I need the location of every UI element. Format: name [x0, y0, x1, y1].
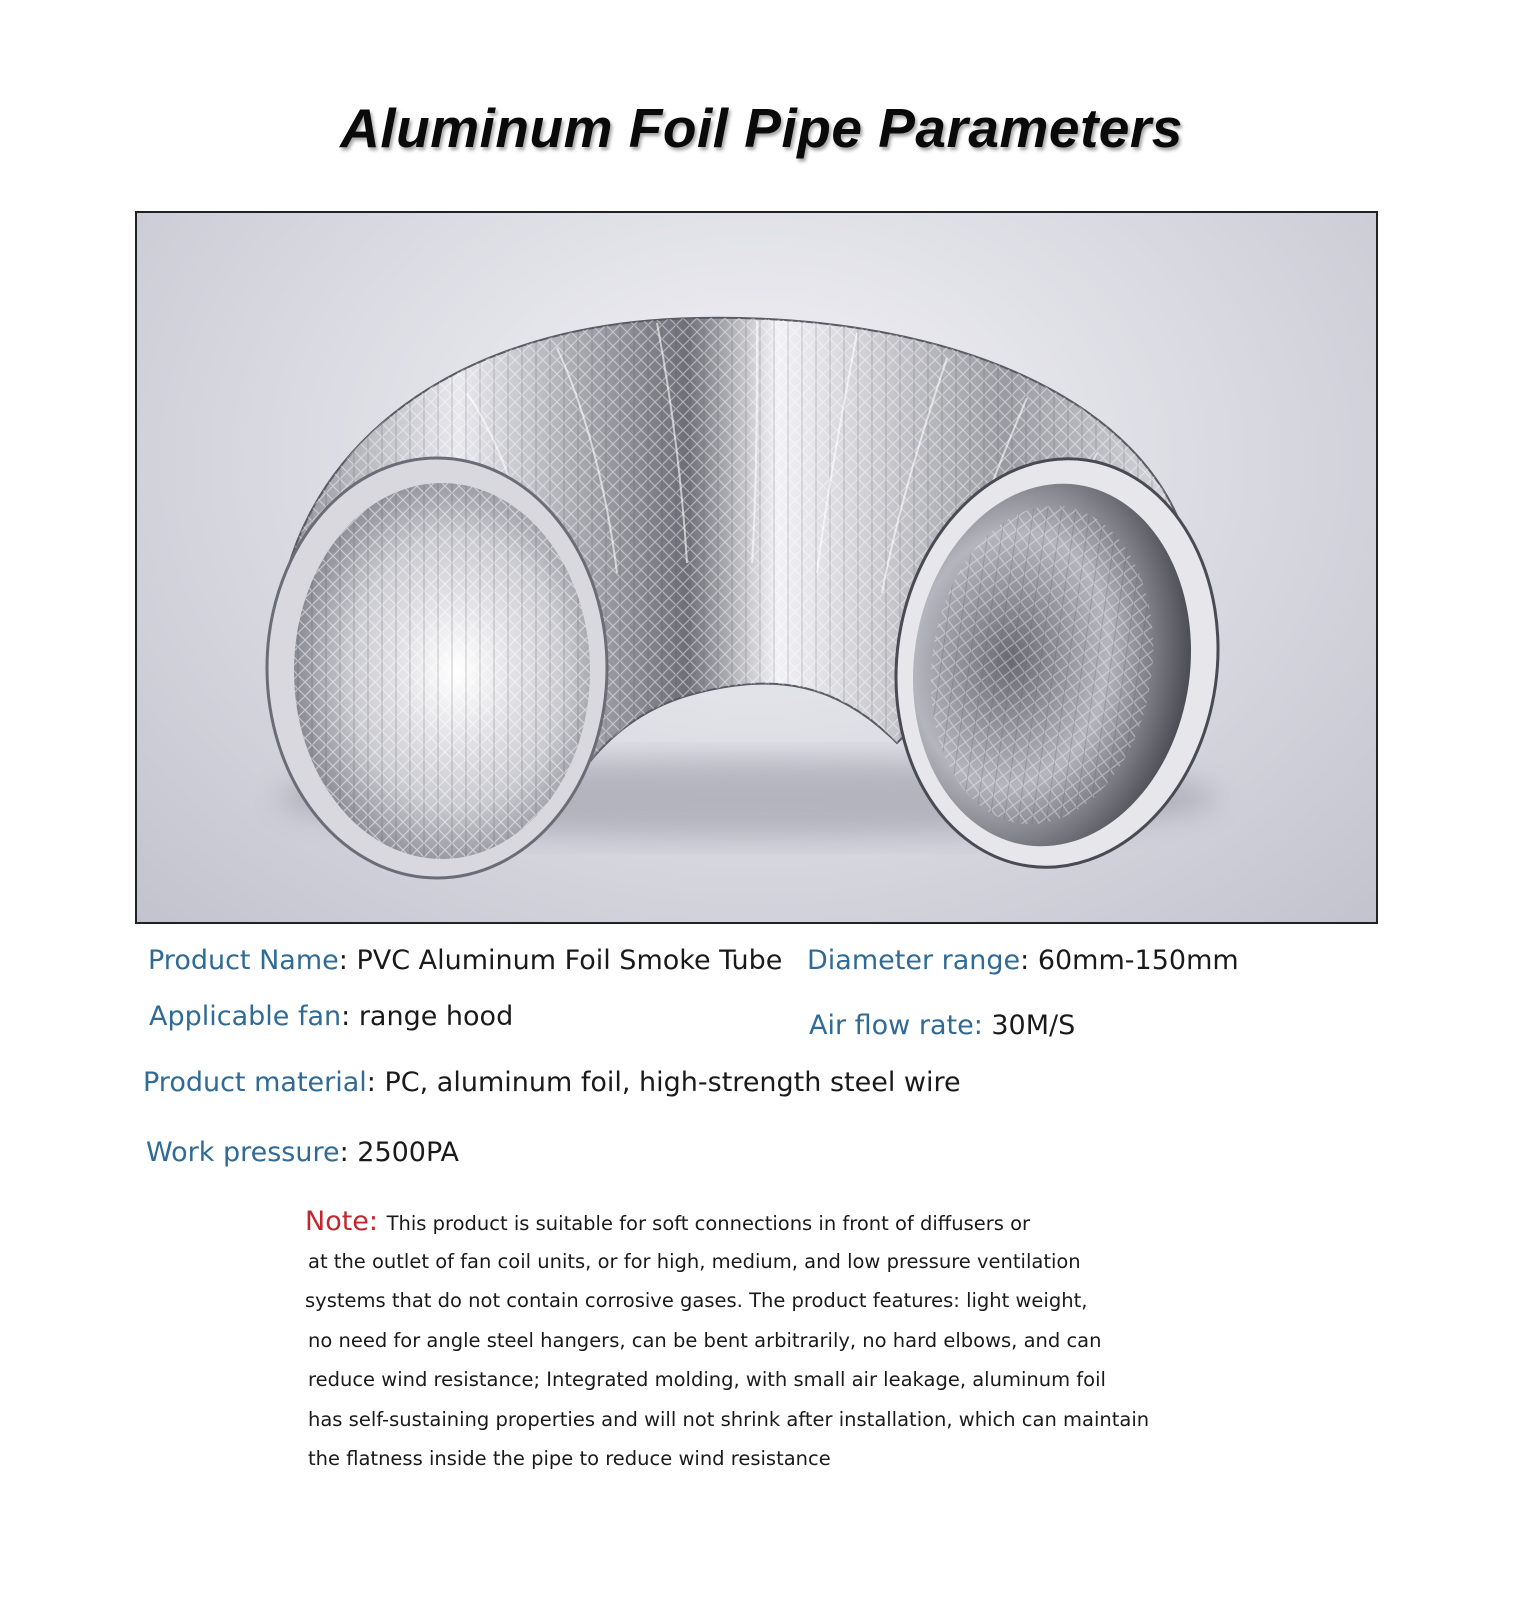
- work-pressure-label: Work pressure: [146, 1137, 340, 1168]
- work-pressure-value: 2500PA: [357, 1137, 460, 1168]
- note-line-6: has self-sustaining properties and will not shrink after installation, which can maintain: [308, 1407, 1150, 1431]
- spec-air-flow-rate: [809, 1010, 1075, 1041]
- diameter-range-label: Diameter range: [807, 945, 1021, 976]
- note-line-4: no need for angle steel hangers, can be bent arbitrarily, no hard elbows, and can: [308, 1328, 1102, 1352]
- note-text: This product is suitable for soft connections in front of diffusers or: [386, 1212, 1031, 1235]
- spec-work-pressure: Work pressure: 2500PA: [146, 1137, 460, 1168]
- applicable-fan-label: Applicable fan: [149, 1001, 342, 1032]
- diameter-range-value: 60mm-150mm: [1037, 945, 1239, 976]
- product-material-label: Product material: [143, 1067, 367, 1098]
- note-line-7: the flatness inside the pipe to reduce wind resistance: [308, 1447, 831, 1470]
- foil-pipe-illustration: [137, 213, 1376, 922]
- spec-product-name: Product Name: PVC Aluminum Foil Smoke Tube: [148, 945, 783, 976]
- note-line-1: Note: This product is suitable for soft connections in front of diffusers or: [305, 1206, 1031, 1237]
- page-title: Aluminum Foil Pipe Parameters: [340, 97, 1183, 159]
- air-flow-rate-value: 30M/S: [991, 1010, 1076, 1041]
- product-name-value: PVC Aluminum Foil Smoke Tube: [356, 945, 783, 976]
- product-photo: [135, 211, 1378, 924]
- spec-applicable-fan: Applicable fan: range hood: [149, 1001, 514, 1032]
- note-line-2: at the outlet of fan coil units, or for high, medium, and low pressure ventilation: [308, 1249, 1081, 1273]
- applicable-fan-value: range hood: [358, 1001, 514, 1032]
- spec-diameter-range: Diameter range: 60mm-150mm: [807, 945, 1239, 976]
- note-line-5: reduce wind resistance; Integrated molding, with small air leakage, aluminum foil: [308, 1368, 1106, 1391]
- note-block: [305, 1202, 1205, 1479]
- note-label: Note: [305, 1206, 369, 1237]
- spec-product-material: Product material: PC, aluminum foil, high-strength steel wire: [143, 1067, 961, 1098]
- note-line-3: systems that do not contain corrosive gases. The product features: light weight,: [305, 1289, 1088, 1312]
- air-flow-rate-label: Air flow rate:: [809, 1010, 992, 1041]
- product-material-value: PC, aluminum foil, high-strength steel wire: [384, 1067, 961, 1098]
- product-name-label: Product Name: [148, 945, 339, 976]
